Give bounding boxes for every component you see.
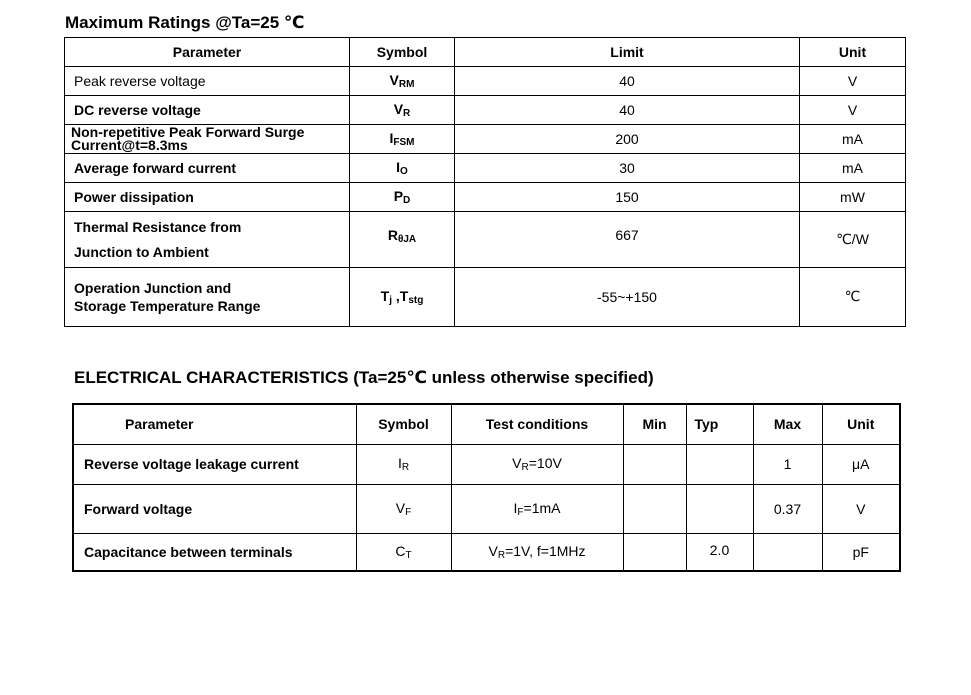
- min-cell: [623, 533, 686, 571]
- table-row: [73, 484, 900, 533]
- param-cell: Reverse voltage leakage current: [73, 444, 356, 484]
- symbol-cell: $I_O$: [350, 154, 455, 183]
- header-max: Max: [753, 404, 822, 444]
- header-symbol: Symbol: [350, 38, 455, 67]
- unit-cell: pF: [822, 533, 900, 571]
- max-cell: 0.37: [753, 484, 822, 533]
- table-row: [65, 154, 906, 183]
- max-cell: [753, 533, 822, 571]
- limit-cell: 40: [455, 96, 800, 125]
- header-typ: Typ: [686, 404, 753, 444]
- symbol-cell: $T_j$ $,T_{stg}$: [350, 268, 455, 327]
- electrical-characteristics-table: [72, 403, 901, 572]
- param-line2: Storage Temperature Range: [74, 298, 261, 314]
- min-cell: [623, 444, 686, 484]
- unit-cell: ℃/W: [800, 212, 906, 268]
- param-line1: Operation Junction and: [74, 280, 232, 296]
- electrical-characteristics-title: ELECTRICAL CHARACTERISTICS (Ta=25℃ unless otherwise specified): [74, 368, 654, 387]
- symbol-cell: $R_{\theta JA}$: [350, 212, 455, 268]
- unit-cell: μA: [822, 444, 900, 484]
- max-cell: 1: [753, 444, 822, 484]
- table-row: [73, 444, 900, 484]
- header-symbol: Symbol: [356, 404, 451, 444]
- typ-cell: 2.0: [686, 533, 753, 571]
- param-cell: Forward voltage: [73, 484, 356, 533]
- header-parameter: Parameter: [65, 38, 350, 67]
- symbol-cell: $P_D$: [350, 183, 455, 212]
- table-row: [65, 96, 906, 125]
- symbol-cell: $I_R$: [356, 444, 451, 484]
- min-cell: [623, 484, 686, 533]
- param-line2: Junction to Ambient: [74, 243, 209, 260]
- param-cell: Capacitance between terminals: [73, 533, 356, 571]
- test-cell: $V_R=10V$: [451, 444, 623, 484]
- header-unit: Unit: [822, 404, 900, 444]
- symbol-cell: $C_T$: [356, 533, 451, 571]
- unit-cell: V: [800, 67, 906, 96]
- param-cell: Average forward current: [65, 154, 350, 183]
- test-cell: $V_R=1V$, f=1MHz: [451, 533, 623, 571]
- param-line2: Current@t=8.3ms: [71, 137, 188, 153]
- header-limit: Limit: [455, 38, 800, 67]
- header-min: Min: [623, 404, 686, 444]
- symbol-cell: $V_F$: [356, 484, 451, 533]
- table-row: [65, 268, 906, 327]
- header-parameter: Parameter: [73, 404, 356, 444]
- unit-cell: mA: [800, 154, 906, 183]
- limit-cell: 30: [455, 154, 800, 183]
- table-header-row: [65, 38, 906, 67]
- limit-cell: 40: [455, 67, 800, 96]
- typ-cell: [686, 484, 753, 533]
- table-header-row: [73, 404, 900, 444]
- param-line1: Thermal Resistance from: [74, 218, 242, 235]
- unit-cell: V: [800, 96, 906, 125]
- max-ratings-title: Maximum Ratings @Ta=25 ℃: [65, 13, 305, 32]
- test-cell: $I_F=1mA$: [451, 484, 623, 533]
- header-test-conditions: Test conditions: [451, 404, 623, 444]
- param-cell: [65, 125, 350, 154]
- limit-cell: -55~+150: [455, 268, 800, 327]
- symbol-cell: $V_{RM}$: [350, 67, 455, 96]
- table-row: [65, 212, 906, 268]
- param-cell: [65, 212, 350, 268]
- header-unit: Unit: [800, 38, 906, 67]
- param-cell: Peak reverse voltage: [65, 67, 350, 96]
- param-cell: [65, 268, 350, 327]
- symbol-cell: $V_R$: [350, 96, 455, 125]
- param-cell: DC reverse voltage: [65, 96, 350, 125]
- table-row: [65, 125, 906, 154]
- symbol-cell: $I_{FSM}$: [350, 125, 455, 154]
- limit-cell: 667: [455, 212, 800, 268]
- limit-cell: 150: [455, 183, 800, 212]
- unit-cell: mA: [800, 125, 906, 154]
- param-cell: Power dissipation: [65, 183, 350, 212]
- table-row: [65, 67, 906, 96]
- table-row: [73, 533, 900, 571]
- unit-cell: mW: [800, 183, 906, 212]
- table-row: [65, 183, 906, 212]
- typ-cell: [686, 444, 753, 484]
- max-ratings-table: [64, 37, 906, 327]
- limit-cell: 200: [455, 125, 800, 154]
- unit-cell: V: [822, 484, 900, 533]
- unit-cell: ℃: [800, 268, 906, 327]
- param-line1: Non-repetitive Peak Forward Surge: [71, 124, 305, 140]
